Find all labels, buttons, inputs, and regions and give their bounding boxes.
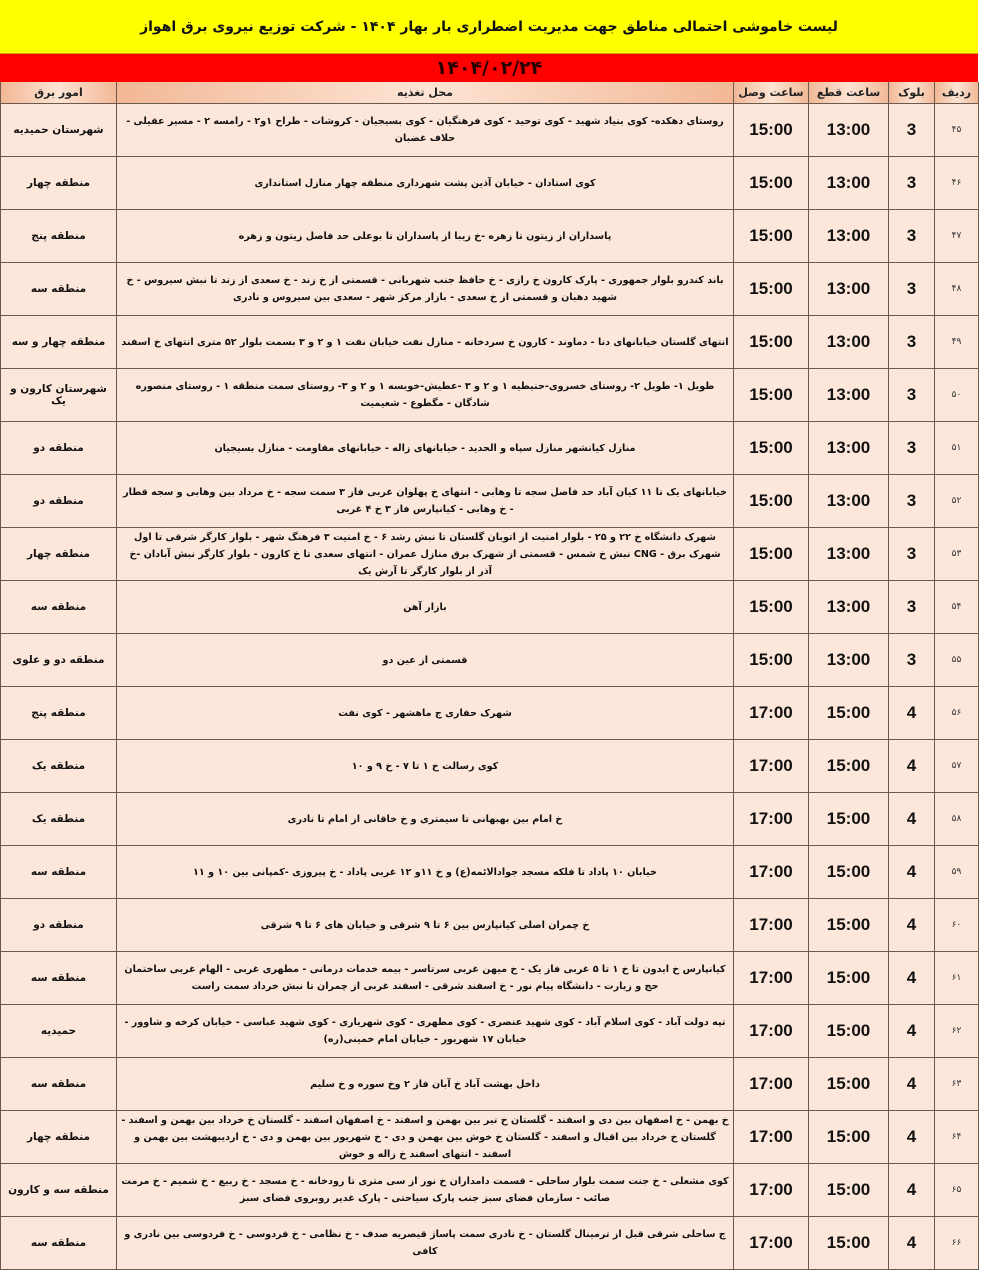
connect-time: 15:00 — [734, 157, 809, 210]
cut-time: 13:00 — [809, 528, 889, 581]
connect-time: 17:00 — [734, 1111, 809, 1164]
block-number: 4 — [889, 740, 935, 793]
row-number: ۴۷ — [935, 210, 979, 263]
cut-time: 13:00 — [809, 210, 889, 263]
cut-time: 13:00 — [809, 316, 889, 369]
cut-time: 15:00 — [809, 1111, 889, 1164]
connect-time: 15:00 — [734, 422, 809, 475]
connect-time: 15:00 — [734, 104, 809, 157]
column-header-block: بلوک — [889, 82, 935, 104]
table-row — [1, 157, 979, 210]
connect-time: 17:00 — [734, 1058, 809, 1111]
feed-location: پاسداران از زیتون تا زهره -خ زیبا از پاسداران تا بوعلی حد فاصل زیتون و زهره — [117, 210, 734, 263]
feed-location: خیابان ۱۰ پاداد تا فلکه مسجد جوادالائمه(ع) و خ ۱۱و ۱۲ غربی پاداد - خ پیروزی -کمپانی بین ۱۰ و ۱۱ — [117, 846, 734, 899]
page-title: لیست خاموشی احتمالی مناطق جهت مدیریت اضطراری بار بهار ۱۴۰۴ - شرکت توزیع نیروی برق اهواز — [0, 0, 978, 54]
table-row — [1, 899, 979, 952]
cut-time: 15:00 — [809, 1164, 889, 1217]
table-row — [1, 316, 979, 369]
table-row — [1, 846, 979, 899]
feed-location: ج ساحلی شرقی قبل از ترمینال گلستان - خ نادری سمت پاساژ قیصریه صدف - خ نظامی - خ فردوسی - خ فردوسی بین نادری و کافی — [117, 1217, 734, 1270]
table-row — [1, 1005, 979, 1058]
table-row — [1, 952, 979, 1005]
power-affairs-district: منطقه چهار — [1, 157, 117, 210]
cut-time: 15:00 — [809, 1058, 889, 1111]
power-affairs-district: حمیدیه — [1, 1005, 117, 1058]
connect-time: 15:00 — [734, 263, 809, 316]
cut-time: 13:00 — [809, 475, 889, 528]
power-affairs-district: منطقه سه و کارون — [1, 1164, 117, 1217]
feed-location: خیابانهای یک تا ۱۱ کیان آباد حد فاصل سجه تا وهابی - انتهای خ پهلوان غربی فاز ۳ سمت سجه - خ مرداد بین وهابی و سجه قطار - خ وهابی - کیانپارس فاز ۳ خ ۴ غربی — [117, 475, 734, 528]
column-header-row-number: ردیف — [935, 82, 979, 104]
feed-location: منازل کیانشهر منازل سپاه و الحدید - خیابانهای زاله - خیابانهای مقاومت - منازل بسیجیان — [117, 422, 734, 475]
connect-time: 17:00 — [734, 687, 809, 740]
feed-location: خ چمران اصلی کیانپارس بین ۶ تا ۹ شرقی و خیابان های ۶ تا ۹ شرقی — [117, 899, 734, 952]
column-header-cut-time: ساعت قطع — [809, 82, 889, 104]
row-number: ۵۴ — [935, 581, 979, 634]
table-row — [1, 740, 979, 793]
connect-time: 15:00 — [734, 475, 809, 528]
feed-location: خ امام بین بهبهانی تا سیمتری و خ خاقانی از امام تا نادری — [117, 793, 734, 846]
block-number: 3 — [889, 104, 935, 157]
feed-location: شهرک حفاری ج ماهشهر - کوی نفت — [117, 687, 734, 740]
table-row — [1, 581, 979, 634]
row-number: ۶۲ — [935, 1005, 979, 1058]
power-affairs-district: منطقه سه — [1, 1217, 117, 1270]
block-number: 3 — [889, 581, 935, 634]
power-affairs-district: منطقه دو و علوی — [1, 634, 117, 687]
row-number: ۶۳ — [935, 1058, 979, 1111]
row-number: ۴۶ — [935, 157, 979, 210]
connect-time: 17:00 — [734, 1217, 809, 1270]
cut-time: 15:00 — [809, 1005, 889, 1058]
table-row — [1, 369, 979, 422]
connect-time: 15:00 — [734, 528, 809, 581]
block-number: 4 — [889, 846, 935, 899]
feed-location: روستای دهکده- کوی بنیاد شهید - کوی توحید - کوی فرهنگیان - کوی بسیجیان - کروشات - طراح ۱و۲ - رامسه ۲ - مسیر عقیلی - حلاف غضبان — [117, 104, 734, 157]
table-row — [1, 793, 979, 846]
cut-time: 15:00 — [809, 899, 889, 952]
block-number: 3 — [889, 210, 935, 263]
row-number: ۶۰ — [935, 899, 979, 952]
row-number: ۶۱ — [935, 952, 979, 1005]
feed-location: قسمتی از عین دو — [117, 634, 734, 687]
column-header-location: محل تغذیه — [117, 82, 734, 104]
feed-location: طویل ۱- طویل ۲- روستای خسروی-حنیطیه ۱ و ۲ و ۳ -عطیش-خویسه ۱ و ۲ و ۳- روستای سمت منطقه ۱ - روستای منصوره شادگان - مگطوع - شعیمیت — [117, 369, 734, 422]
cut-time: 15:00 — [809, 952, 889, 1005]
feed-location: کوی رسالت خ ۱ تا ۷ - خ ۹ و ۱۰ — [117, 740, 734, 793]
connect-time: 15:00 — [734, 210, 809, 263]
cut-time: 13:00 — [809, 157, 889, 210]
row-number: ۴۸ — [935, 263, 979, 316]
power-affairs-district: منطقه پنج — [1, 210, 117, 263]
power-affairs-district: منطقه چهار و سه — [1, 316, 117, 369]
cut-time: 13:00 — [809, 369, 889, 422]
cut-time: 15:00 — [809, 846, 889, 899]
power-affairs-district: منطقه یک — [1, 793, 117, 846]
power-affairs-district: منطقه پنج — [1, 687, 117, 740]
connect-time: 15:00 — [734, 316, 809, 369]
power-affairs-district: شهرستان کارون و یک — [1, 369, 117, 422]
row-number: ۵۷ — [935, 740, 979, 793]
block-number: 4 — [889, 952, 935, 1005]
feed-location: باند کندرو بلوار جمهوری - پارک کارون خ رازی - خ حافظ جنب شهربانی - قسمتی از خ زند - خ سعدی از زند تا نبش سیروس - خ شهید دهبان و قسمتی از خ سعدی - بازار مرکز شهر - سعدی بین سیروس و نادری — [117, 263, 734, 316]
block-number: 4 — [889, 1217, 935, 1270]
table-row — [1, 1058, 979, 1111]
power-affairs-district: منطقه یک — [1, 740, 117, 793]
cut-time: 15:00 — [809, 1217, 889, 1270]
connect-time: 15:00 — [734, 634, 809, 687]
table-row — [1, 104, 979, 157]
connect-time: 17:00 — [734, 899, 809, 952]
cut-time: 13:00 — [809, 634, 889, 687]
block-number: 4 — [889, 1005, 935, 1058]
power-affairs-district: منطقه دو — [1, 899, 117, 952]
column-header-connect-time: ساعت وصل — [734, 82, 809, 104]
table-header-row — [1, 82, 979, 104]
block-number: 3 — [889, 634, 935, 687]
block-number: 3 — [889, 475, 935, 528]
feed-location: تپه دولت آباد - کوی اسلام آباد - کوی شهید عنصری - کوی مطهری - کوی شهریاری - کوی شهید عباسی - خیابان کرخه و شاوور - خیابان ۱۷ شهریور - خیابان امام خمینی(ره) — [117, 1005, 734, 1058]
block-number: 4 — [889, 899, 935, 952]
feed-location: شهرک دانشگاه خ ۲۲ و ۲۵ - بلوار امنیت از اتوبان گلستان تا نبش رشد ۶ - خ امنیت ۳ فرهنگ شهر - بلوار کارگر شرقی تا اول شهرک برق - CNG نبش خ شمس - قسمتی از شهرک برق منازل عمران - انتهای سعدی تا خ کارون - بلوار کارگر نبش آبادان -خ آذر از بلوار کارگر تا آرش یک — [117, 528, 734, 581]
row-number: ۵۰ — [935, 369, 979, 422]
outage-table — [0, 82, 979, 1270]
table-row — [1, 528, 979, 581]
table-row — [1, 210, 979, 263]
cut-time: 15:00 — [809, 687, 889, 740]
table-row — [1, 263, 979, 316]
cut-time: 13:00 — [809, 422, 889, 475]
block-number: 3 — [889, 369, 935, 422]
power-affairs-district: منطقه سه — [1, 1058, 117, 1111]
block-number: 3 — [889, 316, 935, 369]
table-row — [1, 1164, 979, 1217]
connect-time: 17:00 — [734, 952, 809, 1005]
row-number: ۵۹ — [935, 846, 979, 899]
block-number: 4 — [889, 687, 935, 740]
column-header-power-affairs: امور برق — [1, 82, 117, 104]
connect-time: 17:00 — [734, 1164, 809, 1217]
row-number: ۵۱ — [935, 422, 979, 475]
feed-location: کیانپارس خ ایدون تا خ ۱ تا ۵ غربی فاز یک - خ میهن غربی سرتاسر - بیمه خدمات درمانی - مطهری غربی - الهام غربی ساختمان حج و زیارت - دانشگاه پیام نور - خ اسفند شرقی - اسفند غربی از چمران تا نبش خرداد سمت راست — [117, 952, 734, 1005]
connect-time: 17:00 — [734, 1005, 809, 1058]
block-number: 4 — [889, 1111, 935, 1164]
row-number: ۵۶ — [935, 687, 979, 740]
table-row — [1, 475, 979, 528]
connect-time: 17:00 — [734, 793, 809, 846]
table-row — [1, 634, 979, 687]
power-affairs-district: منطقه سه — [1, 263, 117, 316]
feed-location: بازار آهن — [117, 581, 734, 634]
cut-time: 15:00 — [809, 793, 889, 846]
table-row — [1, 1217, 979, 1270]
table-row — [1, 422, 979, 475]
table-row — [1, 1111, 979, 1164]
row-number: ۵۲ — [935, 475, 979, 528]
feed-location: انتهای گلستان خیابانهای دنا - دماوند - کارون خ سردخانه - منازل نفت خیابان نفت ۱ و ۲ و ۳ بسمت بلوار ۵۲ متری انتهای خ اسفند — [117, 316, 734, 369]
block-number: 3 — [889, 157, 935, 210]
row-number: ۵۵ — [935, 634, 979, 687]
block-number: 4 — [889, 1164, 935, 1217]
cut-time: 13:00 — [809, 104, 889, 157]
table-row — [1, 687, 979, 740]
connect-time: 15:00 — [734, 581, 809, 634]
power-affairs-district: منطقه چهار — [1, 1111, 117, 1164]
cut-time: 13:00 — [809, 581, 889, 634]
row-number: ۵۳ — [935, 528, 979, 581]
block-number: 4 — [889, 793, 935, 846]
power-affairs-district: منطقه سه — [1, 952, 117, 1005]
connect-time: 17:00 — [734, 740, 809, 793]
power-affairs-district: منطقه دو — [1, 475, 117, 528]
connect-time: 15:00 — [734, 369, 809, 422]
row-number: ۶۴ — [935, 1111, 979, 1164]
feed-location: کوی مشعلی - خ جنت سمت بلوار ساحلی - قسمت دامداران خ نور از سی متری تا رودخانه - خ مسجد - خ ربیع - خ شمیم - خ مرمت صائب - سازمان فضای سبز جنب پارک سیاحتی - پارک غدیر روبروی فضای سبز — [117, 1164, 734, 1217]
block-number: 3 — [889, 263, 935, 316]
feed-location: کوی استادان - خیابان آذین پشت شهرداری منطقه چهار منازل استانداری — [117, 157, 734, 210]
row-number: ۴۵ — [935, 104, 979, 157]
feed-location: خ بهمن - خ اصفهان بین دی و اسفند - گلستان خ تیر بین بهمن و اسفند - خ اصفهان اسفند - گلستان خ خرداد بین بهمن و اسفند - گلستان خ خرداد بین اقبال و اسفند - گلستان خ خوش بین بهمن و دی - خ شهریور بین بهمن و دی - خ اردیبهشت بین بهمن و اسفند - انتهای اسفند خ زاله و خوش — [117, 1111, 734, 1164]
block-number: 4 — [889, 1058, 935, 1111]
cut-time: 13:00 — [809, 263, 889, 316]
block-number: 3 — [889, 528, 935, 581]
power-affairs-district: شهرستان حمیدیه — [1, 104, 117, 157]
connect-time: 17:00 — [734, 846, 809, 899]
row-number: ۶۶ — [935, 1217, 979, 1270]
table-body — [1, 104, 979, 1270]
block-number: 3 — [889, 422, 935, 475]
power-affairs-district: منطقه دو — [1, 422, 117, 475]
power-affairs-district: منطقه چهار — [1, 528, 117, 581]
power-affairs-district: منطقه سه — [1, 581, 117, 634]
schedule-date: ۱۴۰۴/۰۲/۲۴ — [0, 54, 978, 82]
row-number: ۴۹ — [935, 316, 979, 369]
row-number: ۵۸ — [935, 793, 979, 846]
power-affairs-district: منطقه سه — [1, 846, 117, 899]
feed-location: داخل بهشت آباد خ آبان فاز ۲ وخ سوره و خ سلیم — [117, 1058, 734, 1111]
cut-time: 15:00 — [809, 740, 889, 793]
row-number: ۶۵ — [935, 1164, 979, 1217]
